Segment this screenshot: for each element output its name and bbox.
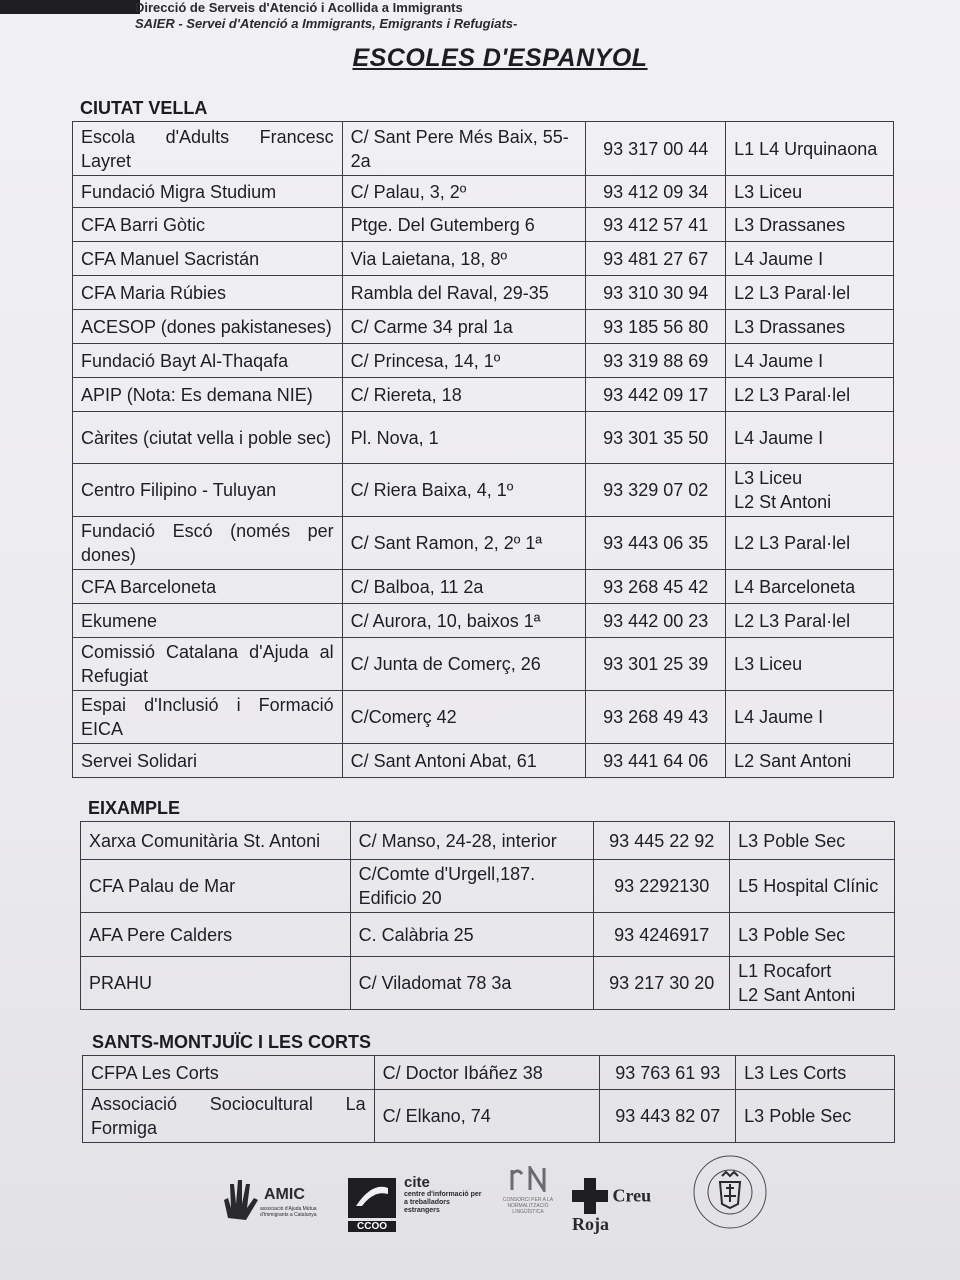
metro-line: L3 Liceu bbox=[734, 468, 803, 488]
amic-text: AMIC bbox=[264, 1186, 305, 1203]
school-metro-cell bbox=[726, 208, 894, 242]
school-address-cell: Pl. Nova, 1 bbox=[342, 412, 586, 464]
metro-line: L3 Les Corts bbox=[744, 1062, 847, 1083]
section-sants-montjuic-les-corts bbox=[82, 1032, 895, 1143]
cite-subtitle: centre d'informació per a treballadors estrangers bbox=[404, 1191, 482, 1214]
school-row bbox=[73, 310, 894, 344]
school-address-cell: C/Comerç 42 bbox=[342, 691, 586, 744]
school-row bbox=[73, 570, 894, 604]
school-address-cell: C/ Riera Baixa, 4, 1º bbox=[342, 464, 586, 517]
school-address-cell: C/ Junta de Comerç, 26 bbox=[342, 638, 586, 691]
school-phone-cell: 93 2292130 bbox=[594, 860, 730, 913]
amic-subtitle: associació d'Ajuda Mútua d'Immigrants a Catalunya bbox=[260, 1206, 317, 1218]
school-phone-cell: 93 443 06 35 bbox=[586, 517, 726, 570]
school-name-cell: CFPA Les Corts bbox=[83, 1056, 375, 1090]
metro-line: L5 Hospital Clínic bbox=[738, 876, 879, 896]
metro-line: L3 Drassanes bbox=[734, 316, 846, 337]
icab-logo bbox=[690, 1152, 770, 1232]
school-phone-cell: 93 268 45 42 bbox=[586, 570, 726, 604]
school-name-cell: Escola d'Adults Francesc Layret bbox=[73, 122, 343, 176]
school-name-cell: Fundació Migra Studium bbox=[73, 176, 343, 208]
metro-line: L2 L3 Paral·lel bbox=[734, 610, 851, 631]
school-phone-cell: 93 268 49 43 bbox=[586, 691, 726, 744]
metro-line: L2 L3 Paral·lel bbox=[734, 282, 851, 303]
school-name-cell: CFA Manuel Sacristán bbox=[73, 242, 343, 276]
ccoo-emblem-icon bbox=[348, 1178, 396, 1218]
cite-text: cite bbox=[404, 1174, 430, 1191]
school-row bbox=[73, 744, 894, 778]
school-row bbox=[73, 691, 894, 744]
hands-icon bbox=[220, 1174, 264, 1224]
school-address-cell: C/ Manso, 24-28, interior bbox=[350, 822, 594, 860]
metro-line: L4 Jaume I bbox=[734, 248, 824, 269]
section-title: SANTS-MONTJUÏC I LES CORTS bbox=[92, 1032, 372, 1052]
school-name-cell: Servei Solidari bbox=[73, 744, 343, 778]
metro-line: L2 Sant Antoni bbox=[738, 985, 856, 1005]
school-row bbox=[73, 122, 894, 176]
metro-line: L3 Drassanes bbox=[734, 214, 846, 235]
page-title: ESCOLES D'ESPANYOL bbox=[352, 44, 648, 72]
school-metro-cell bbox=[726, 378, 894, 412]
school-phone-cell: 93 317 00 44 bbox=[586, 122, 726, 176]
sponsor-logos bbox=[220, 1160, 780, 1240]
ccoo-logo bbox=[348, 1178, 398, 1232]
school-row bbox=[83, 1056, 895, 1090]
school-name-cell: CFA Barceloneta bbox=[73, 570, 343, 604]
school-row bbox=[73, 276, 894, 310]
school-address-cell: Via Laietana, 18, 8º bbox=[342, 242, 586, 276]
school-metro-cell bbox=[726, 744, 894, 778]
school-metro-cell bbox=[730, 822, 895, 860]
metro-line: L1 L4 Urquinaona bbox=[734, 138, 878, 159]
school-name-cell: Fundació Bayt Al-Thaqafa bbox=[73, 344, 343, 378]
school-metro-cell bbox=[726, 242, 894, 276]
school-phone-cell: 93 319 88 69 bbox=[586, 344, 726, 378]
document-header bbox=[135, 0, 835, 32]
schools-table bbox=[82, 1055, 895, 1143]
metro-line: L3 Poble Sec bbox=[738, 830, 846, 851]
school-row bbox=[83, 1090, 895, 1143]
school-row bbox=[73, 344, 894, 378]
school-address-cell: C/ Palau, 3, 2º bbox=[342, 176, 586, 208]
school-row bbox=[81, 860, 895, 913]
school-phone-cell: 93 441 64 06 bbox=[586, 744, 726, 778]
school-metro-cell bbox=[726, 176, 894, 208]
school-address-cell: C/ Sant Pere Més Baix, 55-2a bbox=[342, 122, 586, 176]
school-name-cell: Ekumene bbox=[73, 604, 343, 638]
cross-icon bbox=[572, 1178, 608, 1214]
section-ciutat-vella bbox=[72, 98, 894, 778]
icab-seal-icon bbox=[690, 1152, 770, 1232]
school-address-cell: C/ Elkano, 74 bbox=[374, 1090, 600, 1143]
school-name-cell: Espai d'Inclusió i Formació EICA bbox=[73, 691, 343, 744]
metro-line: L2 Sant Antoni bbox=[734, 750, 852, 771]
metro-line: L3 Poble Sec bbox=[738, 924, 846, 945]
school-metro-cell bbox=[726, 517, 894, 570]
school-name-cell: ACESOP (dones pakistaneses) bbox=[73, 310, 343, 344]
school-metro-cell bbox=[726, 276, 894, 310]
school-metro-cell bbox=[726, 310, 894, 344]
header-bar bbox=[0, 0, 140, 14]
header-line-2: SAIER - Servei d'Atenció a Immigrants, Emigrants i Refugiats- bbox=[135, 16, 518, 31]
school-address-cell: C/ Aurora, 10, baixos 1ª bbox=[342, 604, 586, 638]
school-metro-cell bbox=[726, 464, 894, 517]
school-name-cell: APIP (Nota: Es demana NIE) bbox=[73, 378, 343, 412]
metro-line: L2 L3 Paral·lel bbox=[734, 384, 851, 405]
school-phone-cell: 93 301 35 50 bbox=[586, 412, 726, 464]
school-phone-cell: 93 412 09 34 bbox=[586, 176, 726, 208]
school-address-cell: C/ Carme 34 pral 1a bbox=[342, 310, 586, 344]
school-phone-cell: 93 301 25 39 bbox=[586, 638, 726, 691]
school-metro-cell bbox=[736, 1090, 895, 1143]
school-name-cell: Comissió Catalana d'Ajuda al Refugiat bbox=[73, 638, 343, 691]
cite-logo bbox=[404, 1174, 494, 1215]
school-phone-cell: 93 763 61 93 bbox=[600, 1056, 736, 1090]
school-row bbox=[73, 412, 894, 464]
cpnl-text: CONSORCI PER A LA NORMALITZACIÓ LINGÜÍSTICA bbox=[502, 1197, 554, 1215]
school-row bbox=[81, 913, 895, 957]
school-row bbox=[73, 517, 894, 570]
school-row bbox=[81, 822, 895, 860]
school-address-cell: C/ Doctor Ibáñez 38 bbox=[374, 1056, 600, 1090]
school-metro-cell bbox=[726, 604, 894, 638]
metro-line: L1 Rocafort bbox=[738, 961, 832, 981]
metro-line: L3 Liceu bbox=[734, 654, 803, 674]
metro-line: L4 Jaume I bbox=[734, 350, 824, 371]
cpnl-emblem-icon bbox=[506, 1166, 550, 1192]
metro-line: L3 Poble Sec bbox=[744, 1106, 852, 1126]
school-address-cell: Ptge. Del Gutemberg 6 bbox=[342, 208, 586, 242]
school-address-cell: C/Comte d'Urgell,187. Edificio 20 bbox=[350, 860, 594, 913]
school-name-cell: PRAHU bbox=[81, 957, 351, 1010]
school-phone-cell: 93 329 07 02 bbox=[586, 464, 726, 517]
school-name-cell: CFA Maria Rúbies bbox=[73, 276, 343, 310]
school-phone-cell: 93 185 56 80 bbox=[586, 310, 726, 344]
school-name-cell: CFA Barri Gòtic bbox=[73, 208, 343, 242]
metro-line: L3 Liceu bbox=[734, 181, 803, 202]
metro-line: L2 L3 Paral·lel bbox=[734, 533, 851, 553]
school-address-cell: Rambla del Raval, 29-35 bbox=[342, 276, 586, 310]
school-phone-cell: 93 217 30 20 bbox=[594, 957, 730, 1010]
section-title: EIXAMPLE bbox=[88, 798, 181, 818]
school-row bbox=[73, 208, 894, 242]
school-row bbox=[73, 242, 894, 276]
school-row bbox=[73, 378, 894, 412]
school-metro-cell bbox=[726, 412, 894, 464]
school-row bbox=[81, 957, 895, 1010]
school-metro-cell bbox=[726, 344, 894, 378]
ccoo-text: CCOO bbox=[348, 1221, 396, 1232]
school-phone-cell: 93 412 57 41 bbox=[586, 208, 726, 242]
school-address-cell: C/ Sant Antoni Abat, 61 bbox=[342, 744, 586, 778]
school-address-cell: C/ Balboa, 11 2a bbox=[342, 570, 586, 604]
school-metro-cell bbox=[726, 122, 894, 176]
school-metro-cell bbox=[730, 957, 895, 1010]
school-name-cell: Fundació Escó (només per dones) bbox=[73, 517, 343, 570]
school-phone-cell: 93 481 27 67 bbox=[586, 242, 726, 276]
section-eixample bbox=[80, 798, 895, 1010]
school-metro-cell bbox=[726, 570, 894, 604]
school-metro-cell bbox=[730, 913, 895, 957]
school-phone-cell: 93 442 00 23 bbox=[586, 604, 726, 638]
school-metro-cell bbox=[730, 860, 895, 913]
schools-table bbox=[80, 821, 895, 1010]
school-row bbox=[73, 464, 894, 517]
schools-table bbox=[72, 121, 894, 778]
school-metro-cell bbox=[726, 638, 894, 691]
section-title: CIUTAT VELLA bbox=[80, 98, 208, 118]
school-name-cell: CFA Palau de Mar bbox=[81, 860, 351, 913]
school-row bbox=[73, 638, 894, 691]
school-row bbox=[73, 604, 894, 638]
cpnl-logo bbox=[492, 1166, 564, 1215]
metro-line: L4 Barceloneta bbox=[734, 576, 856, 597]
school-address-cell: C/ Sant Ramon, 2, 2º 1ª bbox=[342, 517, 586, 570]
school-metro-cell bbox=[736, 1056, 895, 1090]
header-line-1: Direcció de Serveis d'Atenció i Acollida a Immigrants bbox=[135, 0, 463, 15]
creu-roja-text: Creu Roja bbox=[572, 1185, 652, 1234]
school-address-cell: C. Calàbria 25 bbox=[350, 913, 594, 957]
school-name-cell: Centro Filipino - Tuluyan bbox=[73, 464, 343, 517]
metro-line: L4 Jaume I bbox=[734, 427, 824, 448]
school-phone-cell: 93 445 22 92 bbox=[594, 822, 730, 860]
metro-line: L2 St Antoni bbox=[734, 492, 832, 512]
school-phone-cell: 93 310 30 94 bbox=[586, 276, 726, 310]
creu-roja-logo bbox=[572, 1178, 692, 1235]
school-phone-cell: 93 442 09 17 bbox=[586, 378, 726, 412]
school-name-cell: Associació Sociocultural La Formiga bbox=[83, 1090, 375, 1143]
school-name-cell: AFA Pere Calders bbox=[81, 913, 351, 957]
school-phone-cell: 93 443 82 07 bbox=[600, 1090, 736, 1143]
school-name-cell: Càrites (ciutat vella i poble sec) bbox=[73, 412, 343, 464]
school-name-cell: Xarxa Comunitària St. Antoni bbox=[81, 822, 351, 860]
metro-line: L4 Jaume I bbox=[734, 707, 824, 727]
school-row bbox=[73, 176, 894, 208]
school-address-cell: C/ Riereta, 18 bbox=[342, 378, 586, 412]
school-phone-cell: 93 4246917 bbox=[594, 913, 730, 957]
school-address-cell: C/ Viladomat 78 3a bbox=[350, 957, 594, 1010]
school-address-cell: C/ Princesa, 14, 1º bbox=[342, 344, 586, 378]
school-metro-cell bbox=[726, 691, 894, 744]
